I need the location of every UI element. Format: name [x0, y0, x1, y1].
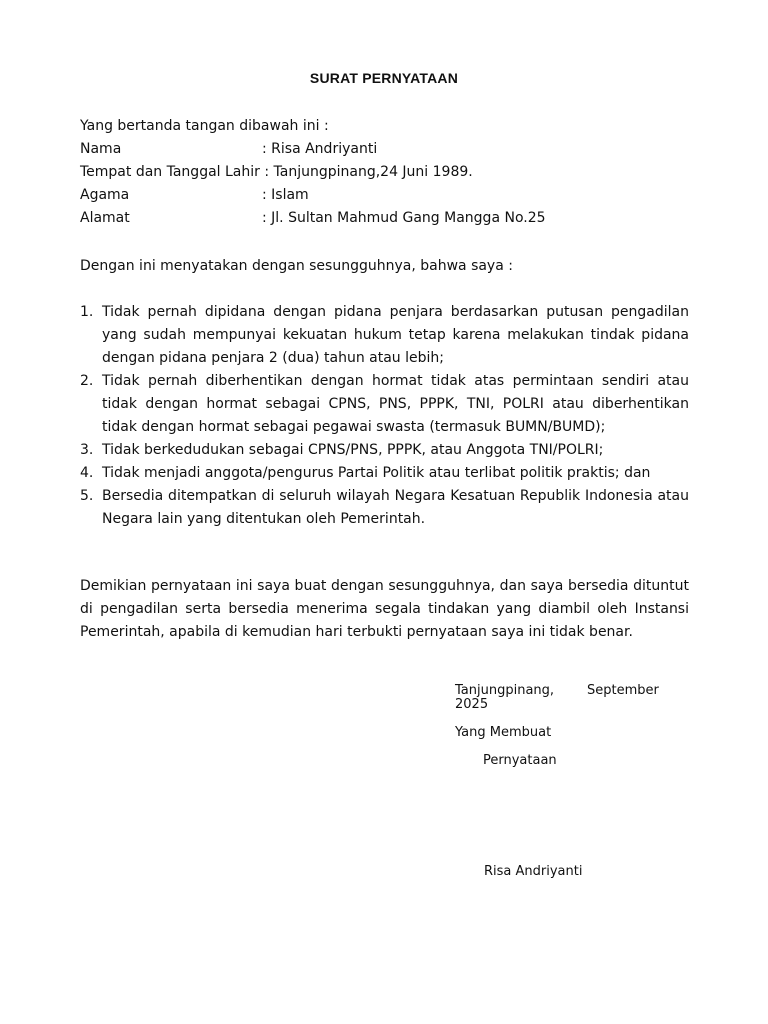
list-item-number: 4. [80, 465, 94, 481]
nama-row [80, 141, 377, 158]
list-item [80, 485, 689, 531]
list-item [80, 462, 689, 485]
list-item-text: Bersedia ditempatkan di seluruh wilayah Negara Kesatuan Republik Indonesia atau Negara lain yang ditentukan oleh Pemerintah. [102, 488, 689, 527]
list-item-text: Tidak berkedudukan sebagai CPNS/PNS, PPPK, atau Anggota TNI/POLRI; [102, 442, 604, 458]
document-title: SURAT PERNYATAAN [309, 70, 459, 86]
list-item-number: 1. [80, 304, 94, 320]
agama-label: Agama [80, 187, 130, 203]
list-item [80, 301, 689, 370]
alamat-label: Alamat [80, 210, 130, 226]
signature-year: 2025 [455, 697, 489, 712]
ttl-row: Tempat dan Tanggal Lahir : Tanjungpinang,24 Juni 1989. [80, 164, 473, 180]
list-item-number: 3. [80, 442, 94, 458]
list-item-text: Tidak pernah dipidana dengan pidana penjara berdasarkan putusan pengadilan yang sudah mempunyai kekuatan hukum tetap karena melakukan tindak pidana dengan pidana penjara 2 (dua) tahun atau lebih; [102, 304, 689, 366]
list-item [80, 370, 689, 439]
agama-value: : Islam [262, 187, 309, 203]
list-item-number: 2. [80, 373, 94, 389]
statement-list [80, 301, 689, 531]
closing-paragraph: Demikian pernyataan ini saya buat dengan sesungguhnya, dan saya bersedia dituntut di pengadilan serta bersedia menerima segala tindakan yang diambil oleh Instansi Pemerintah, apabila di kemudian hari terbukti pernyataan saya ini tidak benar. [80, 578, 689, 640]
signature-maker-line1: Yang Membuat [455, 725, 552, 740]
signature-place: Tanjungpinang, [455, 683, 555, 698]
nama-value: : Risa Andriyanti [262, 141, 378, 157]
intro-text: Yang bertanda tangan dibawah ini : [80, 118, 329, 134]
nama-label: Nama [80, 141, 122, 157]
agama-row [80, 187, 309, 204]
list-item-number: 5. [80, 488, 94, 504]
alamat-row [80, 210, 546, 227]
list-item-text: Tidak pernah diberhentikan dengan hormat tidak atas permintaan sendiri atau tidak dengan hormat sebagai CPNS, PNS, PPPK, TNI, POLRI atau diberhentikan tidak dengan hormat sebagai pegawai swasta (termasuk BUMN/BUMD); [102, 373, 689, 435]
signature-name: Risa Andriyanti [484, 864, 583, 879]
signature-month: September [587, 683, 659, 698]
alamat-value: : Jl. Sultan Mahmud Gang Mangga No.25 [262, 210, 546, 226]
list-item [80, 439, 689, 462]
signature-maker-line2: Pernyataan [483, 753, 557, 768]
statement-intro: Dengan ini menyatakan dengan sesungguhnya, bahwa saya : [80, 258, 513, 274]
list-item-text: Tidak menjadi anggota/pengurus Partai Politik atau terlibat politik praktis; dan [102, 465, 651, 481]
